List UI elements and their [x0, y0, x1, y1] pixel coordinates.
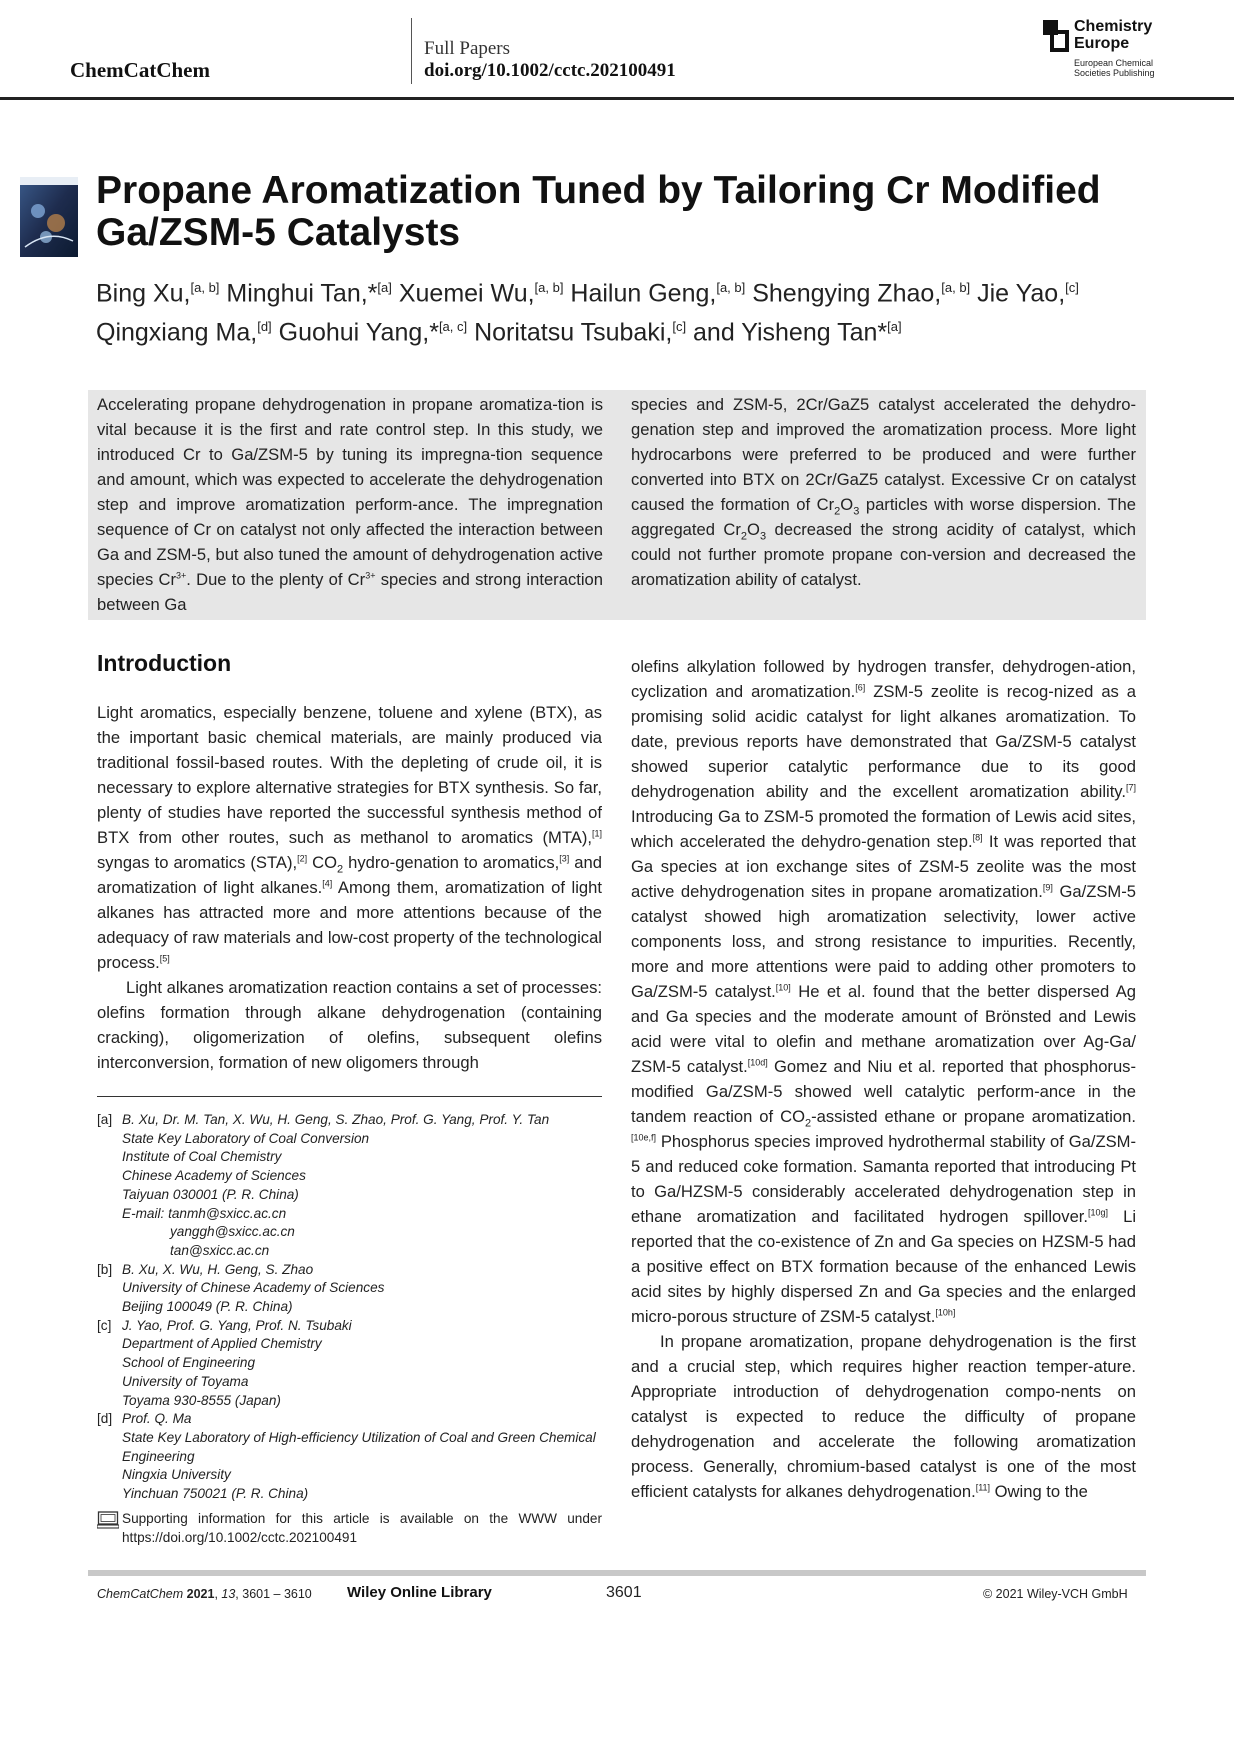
affiliation-line: Taiyuan 030001 (P. R. China) — [122, 1186, 299, 1202]
title-line-1: Propane Aromatization Tuned by Tailoring Cr Modified — [96, 169, 1101, 212]
affiliation-entry — [97, 1261, 602, 1317]
copyright-notice: © 2021 Wiley-VCH GmbH — [983, 1587, 1128, 1601]
journal-name: ChemCatChem — [70, 58, 210, 82]
footer-volume: 13 — [221, 1587, 236, 1601]
affiliation-line: State Key Laboratory of High-efficiency Utilization of Coal and Green Chemical Engineering — [122, 1429, 596, 1464]
paragraph: Light aromatics, especially benzene, toluene and xylene (BTX), as the important basic chemical materials, are mainly produced via traditional fossil-based routes. With the depleting of crude oil, it is necessary to explore alternative strategies for BTX synthesis. So far, plenty of studies have reported the successful synthesis method of BTX from other routes, such as methanol to aromatics (MTA),[1] syngas to aromatics (STA),[2] $CO_2$ hydro-genation to aromatics,[3] and aromatization of light alkanes.[4] Among them, aromatization of light alkanes has attracted more and more attentions because of the adequacy of raw materials and low-cost property of the technological process.[5] — [97, 703, 602, 972]
supporting-information-text[interactable]: Supporting information for this article is available on the WWW under https://doi.org/10.1002/cctc.202100491 — [122, 1511, 602, 1545]
author-list: Bing Xu,[a, b] Minghui Tan,*[a] Xuemei Wu,[a, b] Hailun Geng,[a, b] Shengying Zhao,[a, b] Jie Yao,[c] Qingxiang Ma,[d] Guohui Yang,*[a, c] Noritatsu Tsubaki,[c] and Yisheng Tan*[a] — [96, 279, 1079, 347]
affiliation-line: Toyama 930-8555 (Japan) — [122, 1392, 281, 1408]
page-number: 3601 — [606, 1584, 642, 1601]
affiliation-line: University of Toyama — [122, 1373, 249, 1389]
footer-rule — [88, 1570, 1146, 1576]
affiliation-line: Beijing 100049 (P. R. China) — [122, 1299, 293, 1315]
supporting-information-note — [97, 1510, 602, 1547]
logo-text-europe: Europe — [1074, 35, 1130, 52]
affiliations-block — [97, 1111, 602, 1504]
paragraph: Light alkanes aromatization reaction contains a set of processes: olefins formation through alkane dehydrogenation (containing cracking), oligomerization of olefins, subsequent olefins interconversion, formation of new oligomers through — [97, 978, 602, 1072]
article-title — [96, 170, 1196, 254]
section-heading-introduction: Introduction — [97, 650, 232, 676]
affiliation-tag: [c] — [97, 1317, 112, 1333]
body-column-left — [97, 700, 602, 1075]
affiliation-entry — [97, 1410, 602, 1504]
affiliation-authors: B. Xu, Dr. M. Tan, X. Wu, H. Geng, S. Zhao, Prof. G. Yang, Prof. Y. Tan — [122, 1112, 550, 1127]
logo-text-chemistry: Chemistry — [1074, 18, 1153, 35]
affiliation-line: Ningxia University — [122, 1467, 231, 1483]
chemistry-europe-logo-mark-icon — [1043, 20, 1069, 52]
affiliation-line: School of Engineering — [122, 1355, 256, 1371]
affiliation-line: Institute of Coal Chemistry — [122, 1149, 282, 1165]
affiliation-entry — [97, 1111, 602, 1261]
journal-cover-thumbnail-icon[interactable] — [20, 177, 78, 257]
affiliation-line: Chinese Academy of Sciences — [122, 1168, 306, 1184]
affiliation-email[interactable]: tan@sxicc.ac.cn — [170, 1242, 270, 1258]
chemistry-europe-logo[interactable] — [1043, 18, 1193, 80]
affiliation-line: University of Chinese Academy of Sciences — [122, 1280, 385, 1296]
affiliation-tag: [d] — [97, 1411, 113, 1427]
affiliation-line: E-mail: tanmh@sxicc.ac.cn — [122, 1205, 287, 1221]
affiliation-line: Department of Applied Chemistry — [122, 1336, 322, 1352]
affiliation-entry — [97, 1317, 602, 1411]
header-divider — [411, 18, 412, 84]
affiliation-line: Yinchuan 750021 (P. R. China) — [122, 1486, 309, 1502]
paragraph: In propane aromatization, propane dehydrogenation is the first and a crucial step, which requires higher reaction temper-ature. Appropriate introduction of dehydrogenation compo-nents on catalyst is expected to reduce the difficulty of propane dehydrogenation and accelerate the following aromatization process. Generally, chromium-based catalyst is one of the most efficient catalysts for alkanes dehydrogenation.[11] Owing to the — [631, 1332, 1136, 1501]
body-column-right — [631, 654, 1136, 1504]
abstract-text-right: species and ZSM-5, 2Cr/GaZ5 catalyst accelerated the dehydro-genation step and improved the aromatization process. More light hydrocarbons were preferred to be produced and were further converted into BTX on 2Cr/GaZ5 catalyst. Excessive Cr on catalyst caused the formation of $Cr_2O_3$ particles with worse dispersion. The aggregated $Cr_2O_3$ decreased the strong acidity of catalyst, which could not further promote propane con-version and decreased the aromatization ability of catalyst. — [631, 395, 1136, 589]
wiley-online-library-link[interactable]: Wiley Online Library — [347, 1584, 492, 1601]
affiliation-line: State Key Laboratory of Coal Conversion — [122, 1130, 370, 1146]
affiliation-authors: Prof. Q. Ma — [122, 1411, 192, 1427]
abstract-text-left: Accelerating propane dehydrogenation in propane aromatiza-tion is vital because it is the first and rate control step. In this study, we introduced Cr to Ga/ZSM-5 by tuning its impregna-tion sequence and amount, which was expected to accelerate the dehydrogenation step and improve aromatization perform-ance. The impregnation sequence of Cr on catalyst not only affected the interaction between Ga and ZSM-5, but also tuned the amount of dehydrogenation active species $Cr^{3+}$. Due to the plenty of $Cr^{3+}$ species and strong interaction between Ga — [97, 395, 603, 614]
footer-pages: 3601 – 3610 — [242, 1587, 312, 1601]
footnote-rule — [97, 1096, 602, 1097]
affiliation-tag: [b] — [97, 1261, 113, 1277]
doi-link[interactable]: doi.org/10.1002/cctc.202100491 — [424, 60, 676, 81]
footer-citation: ChemCatChem 2021, 13, 3601 – 3610 — [97, 1587, 312, 1601]
affiliation-tag: [a] — [97, 1112, 113, 1127]
affiliation-email[interactable]: yanggh@sxicc.ac.cn — [170, 1224, 295, 1240]
paragraph: olefins alkylation followed by hydrogen transfer, dehydrogen-ation, cyclization and aromatization.[6] ZSM-5 zeolite is recog-nized as a promising solid acidic catalyst for light alkanes aromatization. To date, previous reports have demonstrated that Ga/ZSM-5 catalyst showed superior catalytic performance due to its good dehydrogenation ability and the excellent aromatization ability.[7] Introducing Ga to ZSM-5 promoted the formation of Lewis acid sites, which accelerated the dehydro-genation step.[8] It was reported that Ga species at ion exchange sites of ZSM-5 zeolite was the most active dehydrogenation sites in propane aromatization.[9] Ga/ZSM-5 catalyst showed high aromatization selectivity, lower active components loss, and strong resistance to impurities. Recently, more and more attentions were paid to adding other promoters to Ga/ZSM-5 catalyst.[10] He et al. found that the better dispersed Ag and Ga species and the moderate amount of Brönsted and Lewis acid were vital to olefin and methane aromatization over Ag-Ga/ ZSM-5 catalyst.[10d] Gomez and Niu et al. reported that phosphorus-modified Ga/ZSM-5 showed well catalytic perform-ance in the tandem reaction of $CO_2$-assisted ethane or propane aromatization.[10e,f] Phosphorus species improved hydrothermal stability of Ga/ZSM-5 and reduced coke formation. Samanta reported that introducing Pt to Ga/HZSM-5 considerably accelerated dehydrogenation step in ethane aromatization and facilitated hydrogen spillover.[10g] Li reported that the co-existence of Zn and Ga species on HZSM-5 had a positive effect on BTX formation because of the enhanced Lewis acid sites by highly dispersed Zn and Ga species and the enlarged micro-porous structure of ZSM-5 catalyst.[10h] — [631, 657, 1137, 1326]
affiliation-authors: J. Yao, Prof. G. Yang, Prof. N. Tsubaki — [122, 1317, 352, 1333]
section-label: Full Papers — [424, 38, 511, 59]
footer-year: 2021 — [186, 1587, 215, 1601]
title-line-2: Ga/ZSM-5 Catalysts — [96, 211, 461, 254]
logo-subtext-1: European Chemical — [1074, 58, 1154, 68]
affiliation-authors: B. Xu, X. Wu, H. Geng, S. Zhao — [122, 1261, 314, 1277]
logo-subtext-2: Societies Publishing — [1074, 68, 1155, 78]
computer-monitor-icon — [97, 1511, 119, 1529]
header-rule — [0, 97, 1234, 100]
footer-journal: ChemCatChem — [97, 1587, 184, 1601]
